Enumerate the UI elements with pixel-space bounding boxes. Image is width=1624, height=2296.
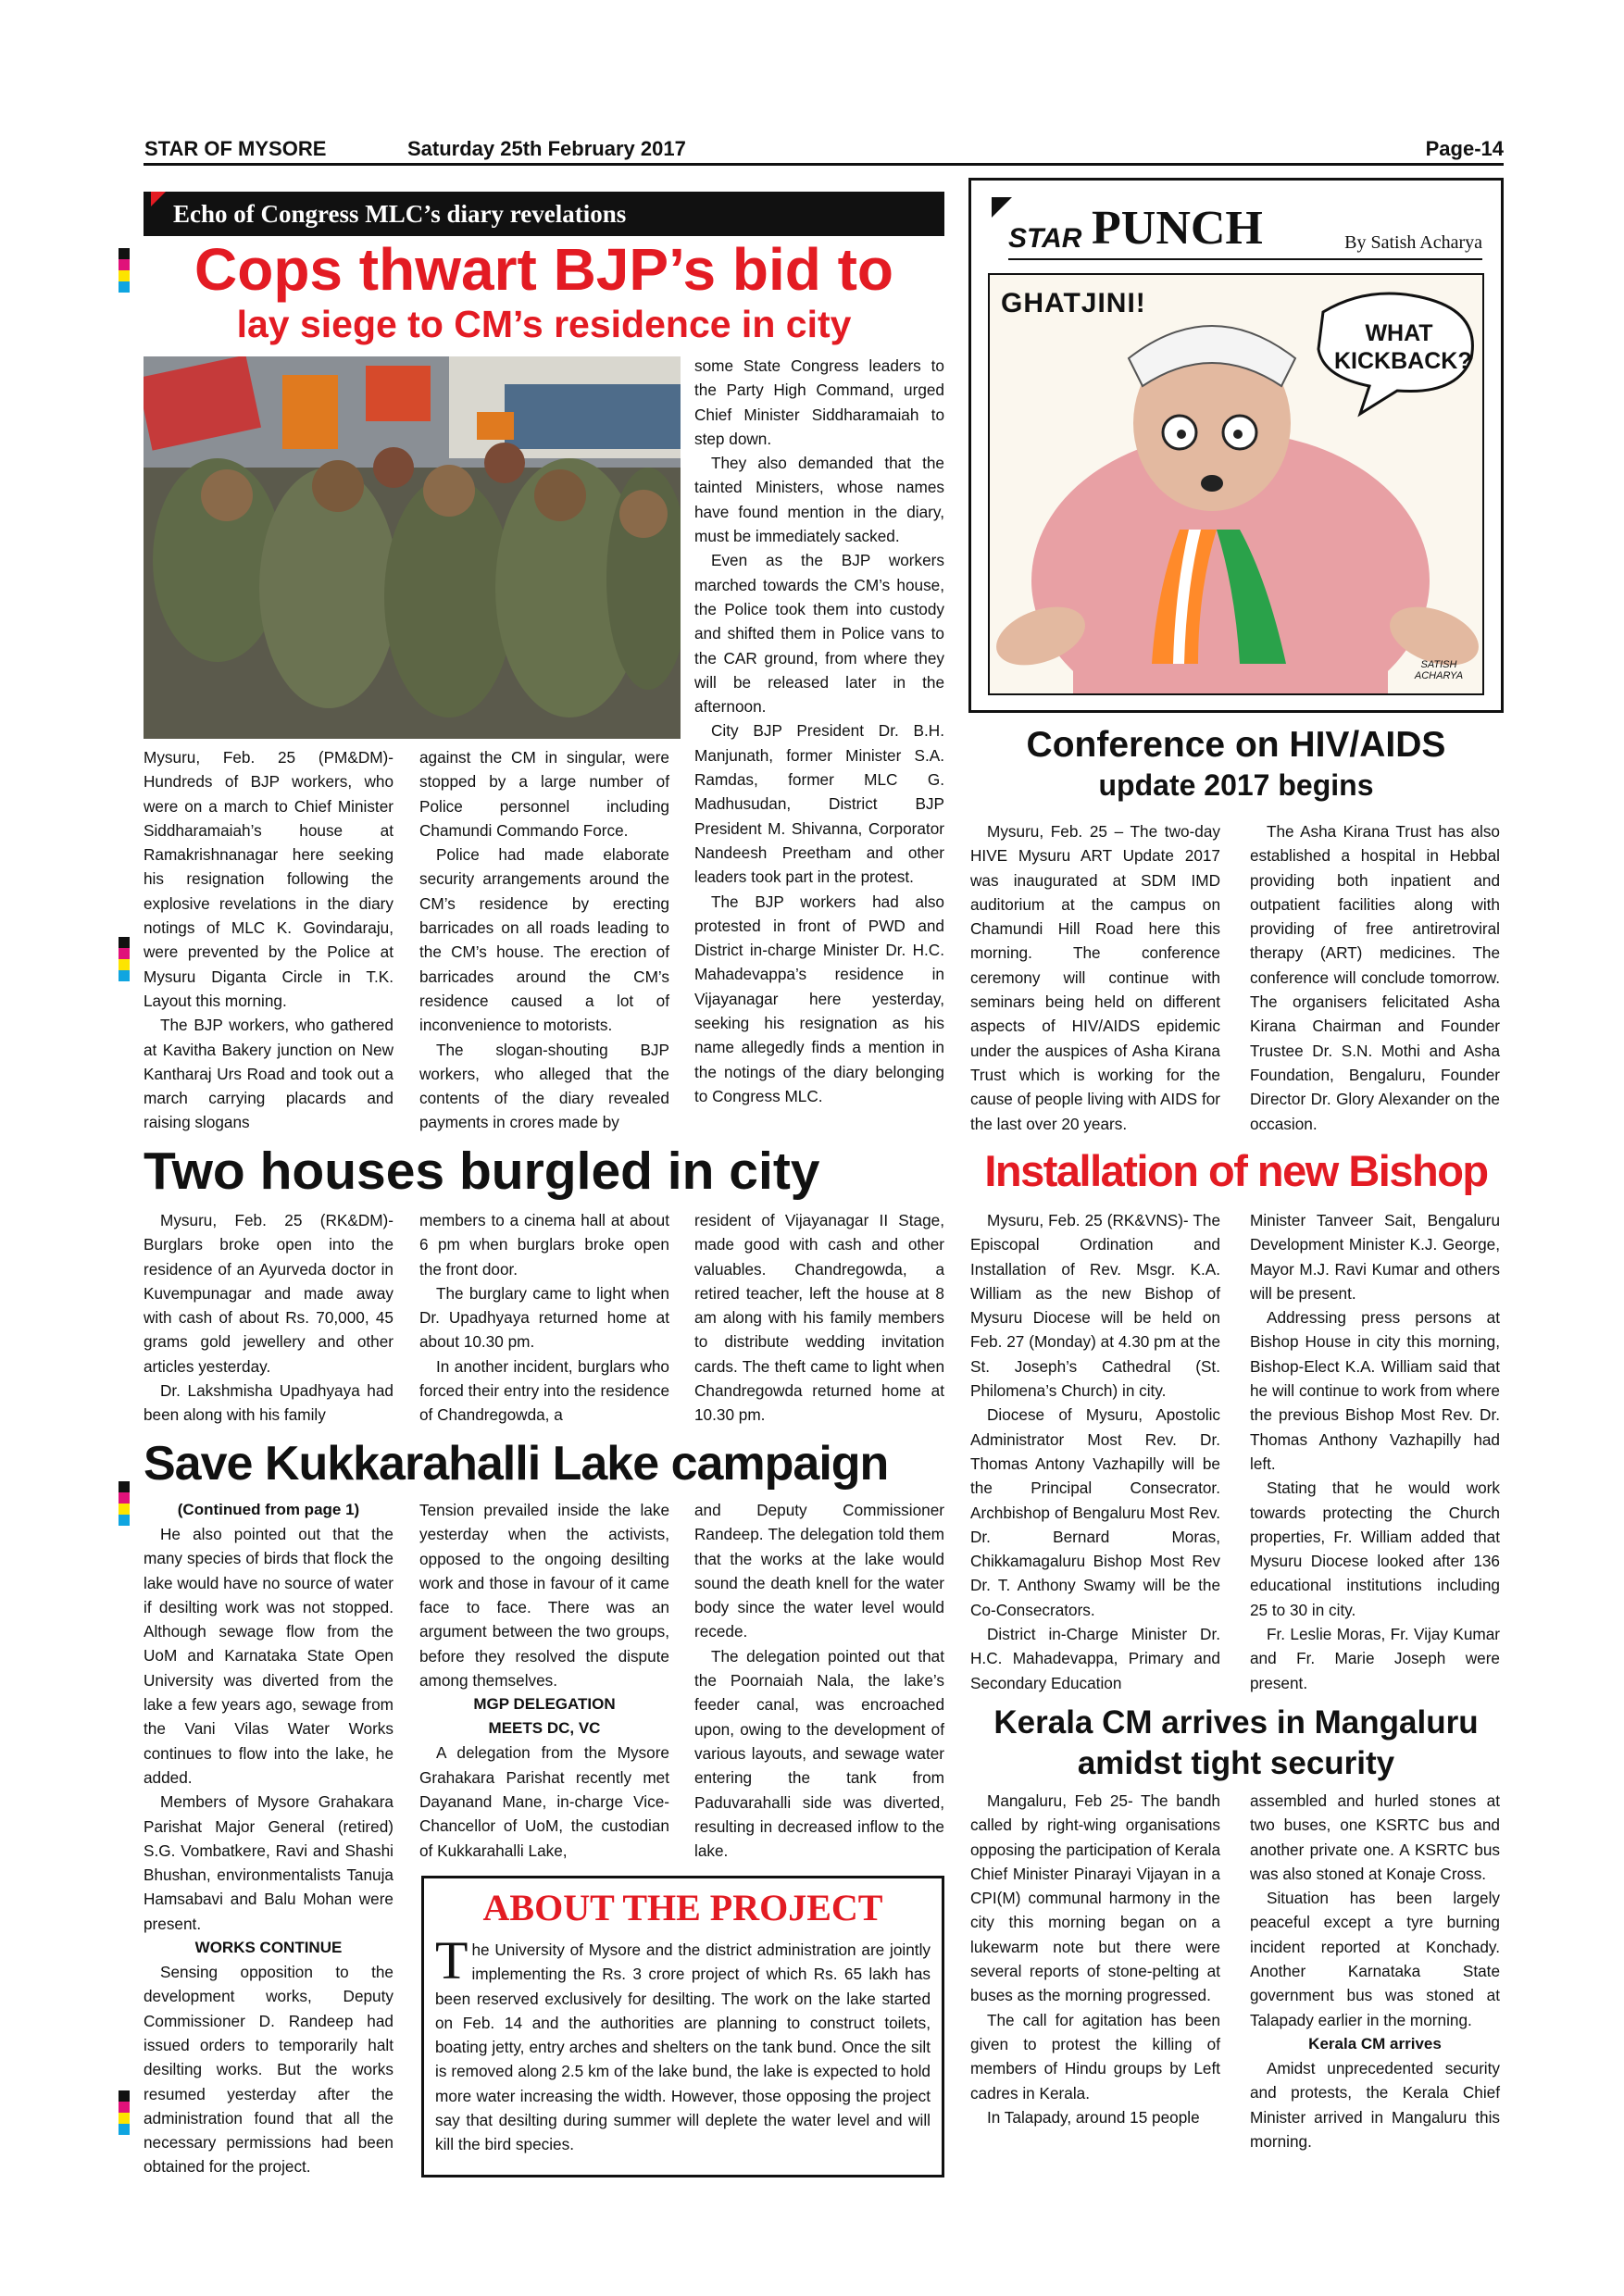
lead-headline-2: lay siege to CM’s residence in city	[236, 303, 852, 345]
page-number: Page-14	[1425, 137, 1504, 160]
registration-mark	[119, 2090, 130, 2135]
paper-name: STAR OF MYSORE	[144, 137, 327, 160]
kerala-column-2	[1250, 1789, 1500, 2153]
kerala-paragraph: Mangaluru, Feb 25- The bandh called by right-wing organisations opposing the participation of Kerala Chief Minister Pinarayi Vijayan in a CPI(M) communal harmony in the city this morning began on a lukewarm note but there were several reports of stone-pelting at buses as the morning progressed.	[970, 1791, 1220, 2005]
hiv-paragraph: The Asha Kirana Trust has also established a hospital in Hebbal providing both inpatient and outpatient facilities along with providing of free antiretroviral therapy (ART) medicines. The conference will conclude tomorrow. The organisers felicitated Asha Kirana Chairman and Founder Trustee Dr. S.N. Mothi and Asha Foundation, Bengaluru, Founder Director Dr. Glory Alexander on the occasion.	[1250, 822, 1500, 1133]
about-project-body: he University of Mysore and the district administration are jointly implementing the Rs. 3 crore project of which Rs. 65 lakh has been reserved exclusively for desilting. The work on the lake started on Feb. 14 and the authorities are planning to construct toilets, boating jetty, entry arches and shelters on the tank bund. Once the silt is removed along 2.5 km of the lake bund, the lake is expected to hold more water increasing the width. However, those opposing the project say that desilting during summer will deplete the water level and will kill the bird species.	[435, 1940, 931, 2154]
bishop-column-2	[1250, 1208, 1500, 1695]
cartoon-caption: GHATJINI!	[1001, 288, 1146, 318]
bishop-paragraph: Stating that he would work towards protecting the Church properties, Fr. William added that Mysuru Diocese looked after 136 educational institutions including 25 to 30 in city.	[1250, 1479, 1500, 1619]
lead-paragraph: The BJP workers had also protested in front of PWD and District in-charge Minister Dr. H.C. Mahadevappa’s residence in Vijayanagar here yesterday, seeking his resignation as his name allegedly finds a mention in the notings of the diary belonging to Congress MLC.	[694, 892, 944, 1105]
protest-photo-illustration	[144, 356, 681, 739]
lake-paragraph: Members of Mysore Grahakara Parishat Major General (retired) S.G. Vombatkere, Ravi and Shashi Bhushan, environmentalists Tanuja Hamsabavi and Balu Mohan were present.	[144, 1792, 394, 1933]
lake-paragraph: He also pointed out that the many species of birds that flock the lake would have no source of water if desilting work was not stopped. Although sewage flow from the UoM and Karnataka State Open University was diverted from the lake a few years ago, sewage from the Vani Vilas Water Works continues to flow into the lake, he added.	[144, 1525, 394, 1787]
burglary-paragraph: Mysuru, Feb. 25 (RK&DM)- Burglars broke open into the residence of an Ayurveda doctor in Kuvempunagar and made away with cash of about Rs. 70,000, 45 grams gold jewellery and other articles yesterday.	[144, 1211, 394, 1376]
lake-paragraph: and Deputy Commissioner Randeep. The delegation told them that the works at the lake would sound the death knell for the water body since the water level would recede.	[694, 1501, 944, 1641]
bishop-paragraph: Diocese of Mysuru, Apostolic Administrator Most Rev. Dr. Thomas Antony Vazhapilly will be the Principal Consecrator. Archbishop of Bengaluru Most Rev. Dr. Bernard Moras, Chikkamagaluru Bishop Most Rev Dr. T. Anthony Swamy will be the Co-Consecrators.	[970, 1405, 1220, 1619]
kerala-paragraph: assembled and hurled stones at two buses, one KSRTC bus and another private one. A KSRTC bus was also stoned at Konaje Cross.	[1250, 1791, 1500, 1883]
lake-column-3	[694, 1498, 944, 1863]
kicker-text: Echo of Congress MLC’s diary revelations	[173, 200, 627, 228]
bishop-paragraph: Minister Tanveer Sait, Bengaluru Development Minister K.J. George, Mayor M.J. Ravi Kumar and others will be present.	[1250, 1211, 1500, 1303]
burglary-column-2	[419, 1208, 669, 1428]
bishop-column-1	[970, 1208, 1220, 1695]
cartoon-panel	[988, 273, 1484, 695]
cartoon-signature: SATISH ACHARYA	[1414, 659, 1464, 681]
registration-mark	[119, 248, 130, 293]
lead-paragraph: Even as the BJP workers marched towards the CM’s house, the Police took them into custody and shifted them in Police vans to the CAR ground, from where they will be released later in the afternoon.	[694, 551, 944, 717]
lead-headline-1: Cops thwart BJP’s bid to	[194, 236, 893, 303]
hiv-paragraph: Mysuru, Feb. 25 – The two-day HIVE Mysuru ART Update 2017 was inaugurated at SDM IMD auditorium at the campus on Chamundi Hill Road here this morning. The conference ceremony will continue with seminars being held on different aspects of HIV/AIDS epidemic under the auspices of Asha Kirana Trust which is working for the cause of people living with AIDS for the last over 20 years.	[970, 822, 1220, 1133]
hiv-column-2	[1250, 819, 1500, 1136]
lead-paragraph: They also demanded that the tainted Ministers, whose names have found mention in the diary, must be immediately sacked.	[694, 454, 944, 546]
burglary-paragraph: The burglary came to light when Dr. Upadhyaya returned home at about 10.30 pm.	[419, 1283, 669, 1352]
bishop-paragraph: Fr. Leslie Moras, Fr. Vijay Kumar and Fr. Marie Joseph were present.	[1250, 1625, 1500, 1692]
hiv-headline-1: Conference on HIV/AIDS	[1026, 725, 1446, 765]
lake-paragraph: Tension prevailed inside the lake yesterday when the activists, opposed to the ongoing desilting work and those in favour of it came face to face. There was an argument between the two groups, before they resolved the dispute among themselves.	[419, 1501, 669, 1691]
lake-column-1	[144, 1498, 394, 2179]
kicker-bar	[144, 192, 944, 236]
star-punch-box	[968, 178, 1504, 713]
lead-paragraph: against the CM in singular, were stopped by a large number of Police personnel including Chamundi Commando Force.	[419, 748, 669, 840]
lead-paragraph: Police had made elaborate security arrangements around the CM’s residence by erecting barricades on all roads leading to the CM’s house. The erection of barricades around the CM’s residence caused a lot of inconvenience to motorists.	[419, 845, 669, 1035]
lake-headline: Save Kukkarahalli Lake campaign	[144, 1437, 889, 1491]
bishop-paragraph: Addressing press persons at Bishop House in city this morning, Bishop-Elect K.A. William said that he will continue to work from where the previous Bishop Most Rev. Dr. Thomas Anthony Vazhapilly had left.	[1250, 1308, 1500, 1473]
lead-paragraph: Mysuru, Feb. 25 (PM&DM)- Hundreds of BJP workers, who were on a march to Chief Minister Siddharamaiah’s house at Ramakrishnanagar here seeking his resignation following the explosive revelations in the diary notings of MLC K. Govindaraju, were prevented by the Police at Mysuru Diganta Circle in T.K. Layout this morning.	[144, 748, 394, 1010]
lake-subhead: MGP DELEGATION	[473, 1695, 616, 1714]
about-project-box	[421, 1876, 944, 2177]
burglary-paragraph: Dr. Lakshmisha Upadhyaya had been along with his family	[144, 1381, 394, 1425]
kerala-subhead: Kerala CM arrives	[1308, 2034, 1442, 2053]
about-project-title: ABOUT THE PROJECT	[482, 1887, 883, 1928]
lake-subhead: WORKS CONTINUE	[194, 1939, 343, 1957]
continued-note: (Continued from page 1)	[177, 1501, 360, 1518]
page-header	[120, 130, 1504, 167]
burglary-column-3	[694, 1208, 944, 1428]
lead-paragraph: City BJP President Dr. B.H. Manjunath, former Minister S.A. Ramdas, former MLC G. Madhusudan, District BJP President M. Shivanna, Corporator Nandeesh Preetham and other leaders took part in the protest.	[694, 721, 944, 887]
lead-column-2	[419, 745, 669, 1135]
lake-paragraph: Sensing opposition to the development works, Deputy Commissioner D. Randeep had issued orders to temporarily halt desilting works. But the works resumed yesterday after the administration found that all the necessary permissions had been obtained for the project.	[144, 1963, 394, 2177]
lake-paragraph: A delegation from the Mysore Grahakara Parishat recently met Dayanand Mane, in-charge Vice-Chancellor of UoM, the custodian of Kukkarahalli Lake,	[419, 1743, 669, 1860]
drop-cap: T	[435, 1930, 468, 1990]
kerala-paragraph: Situation has been largely peaceful except a tyre burning incident reported at Konchady. Another Karnataka State government bus was stoned at Talapady earlier in the morning.	[1250, 1889, 1500, 2029]
lead-paragraph: The BJP workers, who gathered at Kavitha Bakery junction on New Kantharaj Urs Road and took out a march carrying placards and raising slogans	[144, 1016, 394, 1132]
burglary-column-1	[144, 1208, 394, 1428]
kerala-headline-1: Kerala CM arrives in Mangaluru	[993, 1704, 1479, 1741]
bishop-paragraph: Mysuru, Feb. 25 (RK&VNS)- The Episcopal Ordination and Installation of Rev. Msgr. K.A. William as the new Bishop of Mysuru Diocese will be held on Feb. 27 (Monday) at 4.30 pm at the St. Joseph’s Cathedral (St. Philomena’s Church) in city.	[970, 1211, 1220, 1401]
bishop-paragraph: District in-Charge Minister Dr. H.C. Mahadevappa, Primary and Secondary Education	[970, 1625, 1220, 1692]
star-punch-corner	[992, 197, 1012, 218]
kicker-corner	[151, 192, 166, 206]
lake-paragraph: The delegation pointed out that the Poornaiah Nala, the lake’s feeder canal, was encroached upon, owing to the development of various layouts, and sewage water entering the tank from Paduvarahalli side was diverted, resulting in decreased inflow to the lake.	[694, 1646, 944, 1861]
cartoon-byline: By Satish Acharya	[1344, 232, 1482, 253]
lead-column-1	[144, 745, 394, 1135]
lake-subhead: MEETS DC, VC	[488, 1719, 601, 1738]
lead-paragraph: some State Congress leaders to the Party High Command, urged Chief Minister Siddharamaiah to step down.	[694, 356, 944, 448]
hiv-headline-2: update 2017 begins	[1098, 768, 1374, 802]
header-rule	[144, 163, 1504, 166]
kerala-paragraph: The call for agitation has been given to protest the killing of members of Hindu groups by Left cadres in Kerala.	[970, 2010, 1220, 2103]
speech-bubble-text: WHAT KICKBACK?	[1334, 320, 1472, 374]
registration-mark	[119, 937, 130, 981]
kerala-paragraph: In Talapady, around 15 people	[987, 2107, 1200, 2127]
hiv-column-1	[970, 819, 1220, 1136]
punch-label: PUNCH	[1092, 202, 1263, 255]
star-punch-header	[992, 197, 1482, 262]
registration-mark	[119, 1481, 130, 1526]
lake-column-2	[419, 1498, 669, 1863]
star-punch-rule	[1008, 258, 1482, 260]
lead-paragraph: The slogan-shouting BJP workers, who alleged that the contents of the diary revealed payments in crores made by	[419, 1040, 669, 1132]
kerala-column-1	[970, 1789, 1220, 2129]
burglary-paragraph: members to a cinema hall at about 6 pm when burglars broke open the front door.	[419, 1211, 669, 1279]
protest-photo	[144, 356, 681, 739]
kerala-paragraph: Amidst unprecedented security and protests, the Kerala Chief Minister arrived in Mangaluru this morning.	[1250, 2058, 1500, 2151]
about-project-text	[435, 1930, 931, 2157]
burglary-headline: Two houses burgled in city	[144, 1142, 820, 1201]
burglary-paragraph: resident of Vijayanagar II Stage, made good with cash and other valuables. Chandregowda, a retired teacher, left the house at 8 am along with his family members to distribute wedding invitation cards. The theft came to light when Chandregowda returned home at 10.30 pm.	[694, 1211, 944, 1425]
bishop-headline: Installation of new Bishop	[984, 1146, 1488, 1195]
lead-column-3	[694, 354, 944, 1108]
kerala-headline-2: amidst tight security	[1077, 1745, 1395, 1781]
issue-date: Saturday 25th February 2017	[407, 137, 686, 160]
burglary-paragraph: In another incident, burglars who forced their entry into the residence of Chandregowda, a	[419, 1356, 669, 1425]
star-label: STAR	[1008, 223, 1082, 254]
